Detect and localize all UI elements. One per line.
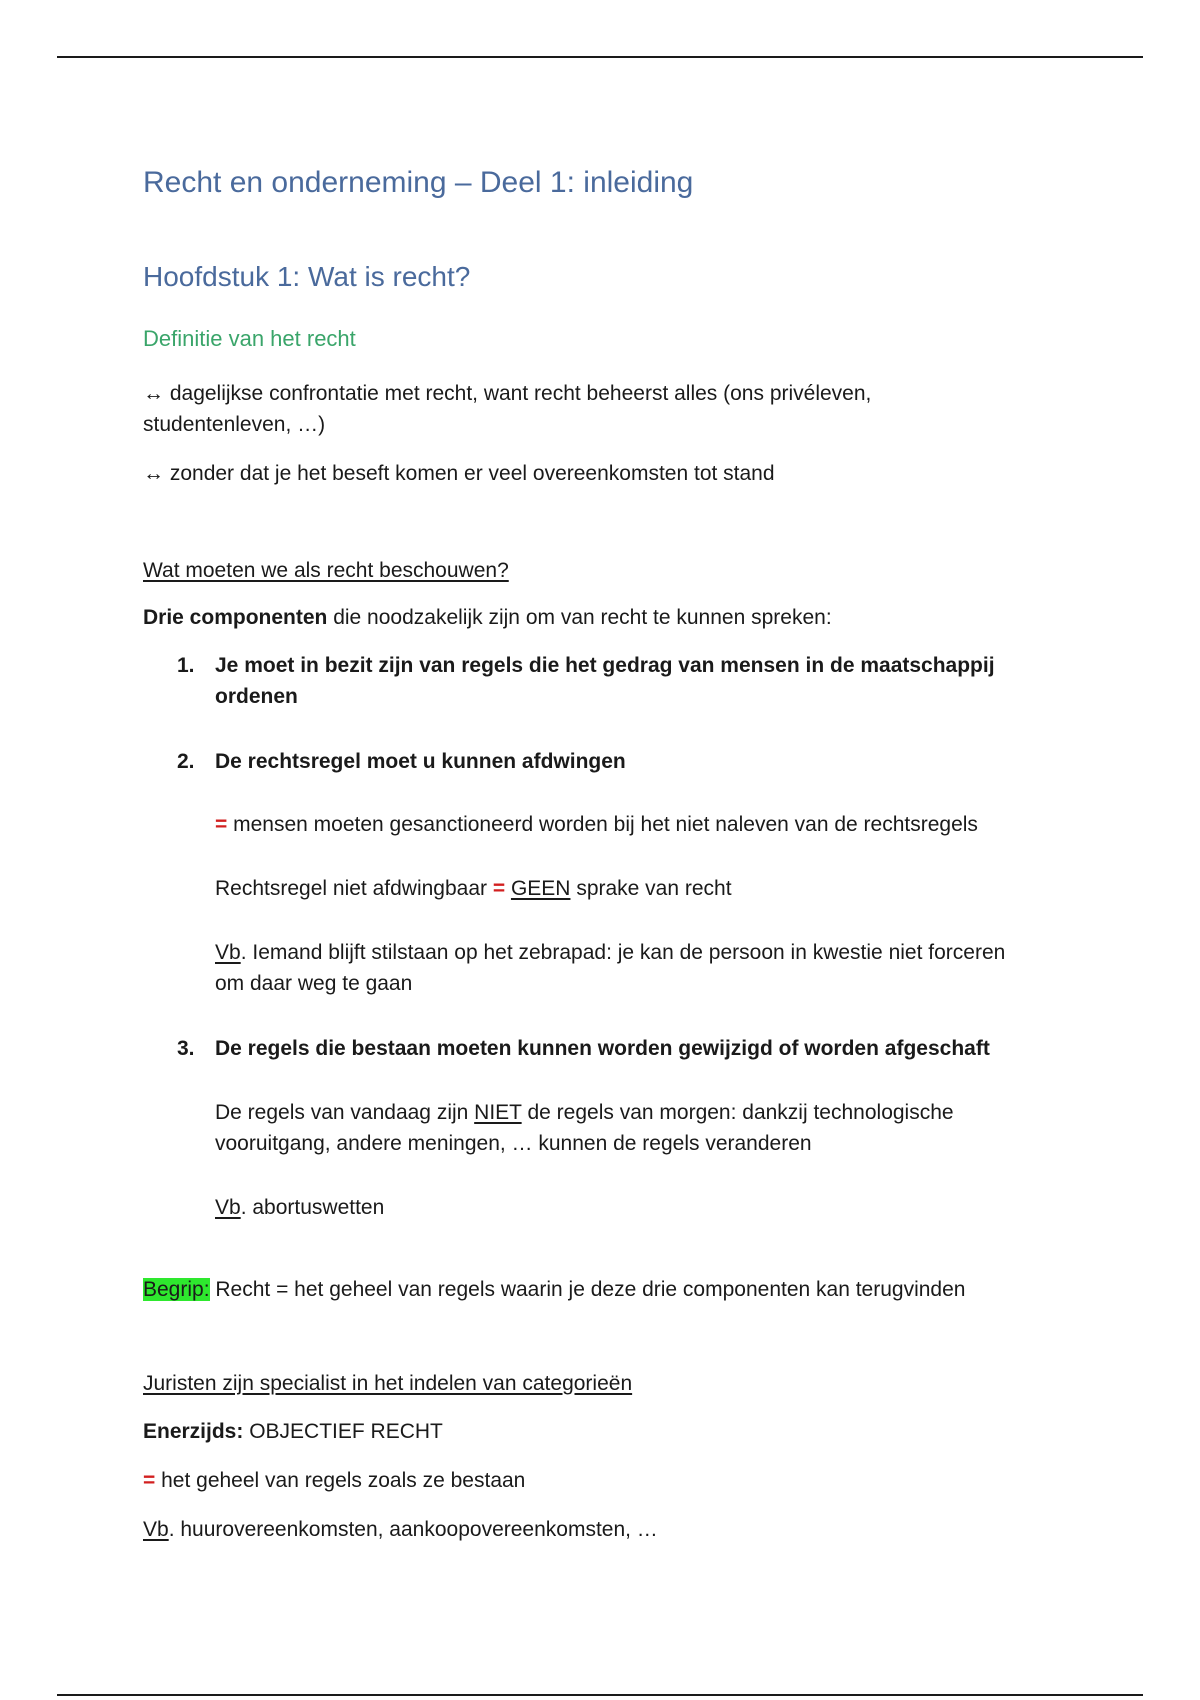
list-number: 3.: [177, 1037, 195, 1060]
definition: Begrip: Recht = het geheel van regels waarin je deze drie componenten kan terugvinden: [143, 1278, 966, 1301]
list-number: 1.: [177, 654, 195, 677]
arrow-icon: ↔: [143, 462, 164, 485]
paragraph: Vb. abortuswetten: [215, 1196, 385, 1219]
paragraph: ↔ zonder dat je het beseft komen er veel overeenkomsten tot stand: [143, 462, 775, 485]
top-rule: [57, 56, 1143, 58]
paragraph: De regels van vandaag zijn NIET de regels van morgen: dankzij technologische: [215, 1101, 954, 1124]
paragraph: Vb. huurovereenkomsten, aankoopovereenkomsten, …: [143, 1518, 658, 1541]
paragraph: = mensen moeten gesanctioneerd worden bij het niet naleven van de rechtsregels: [215, 813, 978, 836]
paragraph: vooruitgang, andere meningen, … kunnen de regels veranderen: [215, 1132, 812, 1155]
paragraph: Enerzijds: OBJECTIEF RECHT: [143, 1420, 443, 1443]
list-number: 2.: [177, 750, 195, 773]
subheading-question: Juristen zijn specialist in het indelen van categorieën: [143, 1372, 633, 1395]
paragraph: ↔ dagelijkse confrontatie met recht, want recht beheerst alles (ons privéleven,: [143, 382, 872, 405]
bottom-rule: [57, 1694, 1143, 1696]
paragraph: = het geheel van regels zoals ze bestaan: [143, 1469, 526, 1492]
list-item: Je moet in bezit zijn van regels die het gedrag van mensen in de maatschappij: [215, 654, 995, 677]
document-title: Recht en onderneming – Deel 1: inleiding: [143, 166, 694, 199]
paragraph: studentenleven, …): [143, 413, 326, 436]
section-heading: Definitie van het recht: [143, 326, 356, 351]
highlight-label: Begrip:: [143, 1278, 210, 1301]
list-item: De rechtsregel moet u kunnen afdwingen: [215, 750, 626, 773]
list-item: ordenen: [215, 685, 298, 708]
paragraph: om daar weg te gaan: [215, 972, 413, 995]
paragraph: Drie componenten die noodzakelijk zijn om van recht te kunnen spreken:: [143, 606, 832, 629]
paragraph: Vb. Iemand blijft stilstaan op het zebrapad: je kan de persoon in kwestie niet forceren: [215, 941, 1006, 964]
arrow-icon: ↔: [143, 382, 164, 405]
chapter-heading: Hoofdstuk 1: Wat is recht?: [143, 261, 471, 292]
subheading-question: Wat moeten we als recht beschouwen?: [143, 559, 509, 582]
paragraph: Rechtsregel niet afdwingbaar = GEEN sprake van recht: [215, 877, 732, 900]
list-item: De regels die bestaan moeten kunnen worden gewijzigd of worden afgeschaft: [215, 1037, 990, 1060]
